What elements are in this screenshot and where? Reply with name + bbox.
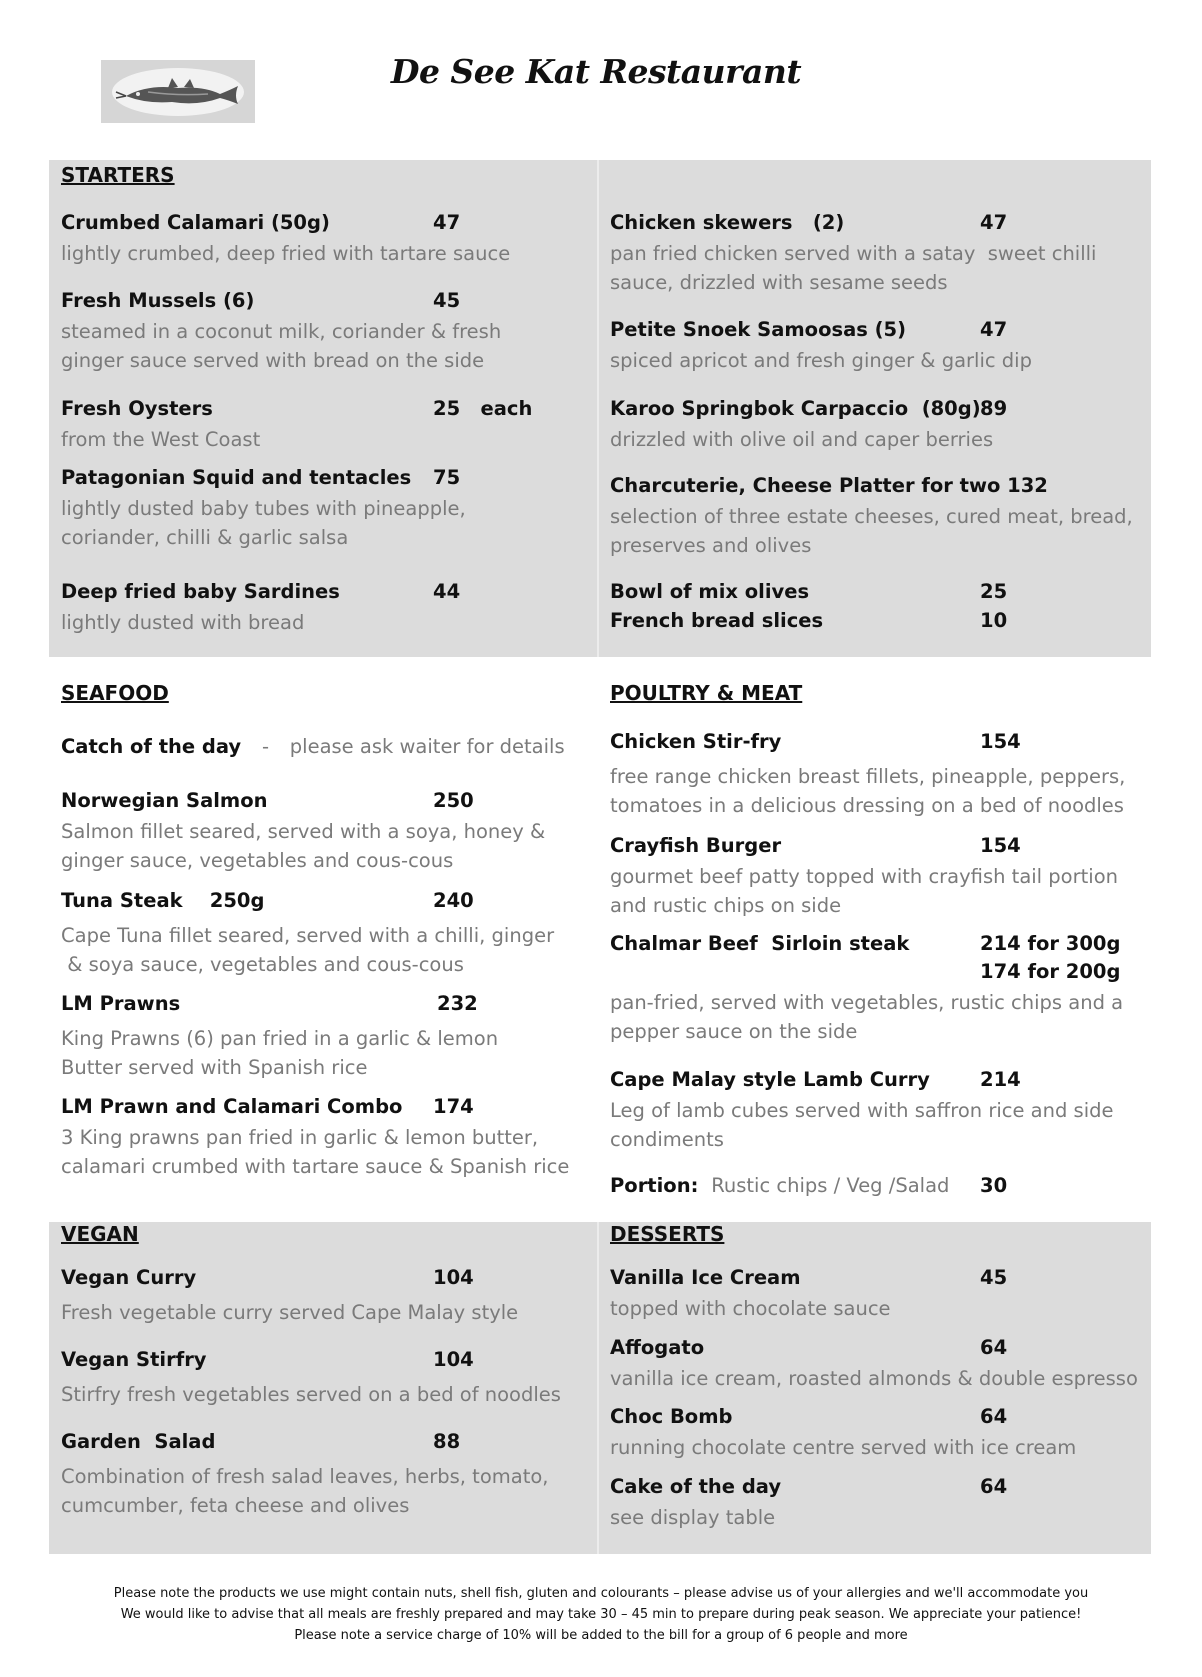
catch-note: please ask waiter for details (289, 735, 565, 758)
menu-item (610, 318, 1150, 375)
item-name: Charcuterie, Cheese Platter for two 132 (610, 474, 1048, 497)
item-name: Crumbed Calamari (50g) (61, 211, 330, 234)
item-name: Cake of the day (610, 1475, 782, 1498)
item-price: 25 each (433, 397, 533, 420)
item-name: French bread slices (610, 609, 824, 632)
item-name: LM Prawns (61, 992, 181, 1015)
menu-item (61, 211, 601, 268)
item-desc: condiments (610, 1128, 724, 1151)
item-price: 214 for 300g (980, 932, 1121, 955)
catch-name: Catch of the day (61, 735, 242, 758)
item-name: Vanilla Ice Cream (610, 1266, 801, 1289)
item-desc: Leg of lamb cubes served with saffron rice and side (610, 1099, 1114, 1122)
item-desc: running chocolate centre served with ice cream (610, 1436, 1077, 1459)
item-desc: selection of three estate cheeses, cured meat, bread, (610, 505, 1133, 528)
menu-item (610, 730, 1150, 820)
item-name: Chicken Stir-fry (610, 730, 782, 753)
item-desc: and rustic chips on side (610, 894, 842, 917)
menu-item (61, 992, 601, 1082)
item-name: Norwegian Salmon (61, 789, 268, 812)
item-desc: free range chicken breast fillets, pineapple, peppers, (610, 765, 1126, 788)
item-desc: see display table (610, 1506, 776, 1529)
item-price: 174 (433, 1095, 474, 1118)
footer-line-allergies: Please note the products we use might contain nuts, shell fish, gluten and colourants – please advise us of your allergies and we'll accommodate you (113, 1586, 1089, 1601)
portion-label: Portion: (610, 1174, 699, 1197)
catch-separator: - (261, 735, 269, 758)
menu-item (610, 397, 1150, 454)
item-price: 47 (980, 211, 1008, 234)
item-price: 104 (433, 1266, 474, 1289)
menu-item (610, 1266, 1150, 1323)
menu-item (61, 397, 601, 454)
item-desc: 3 King prawns pan fried in garlic & lemon butter, (61, 1126, 539, 1149)
item-price: 45 (433, 289, 461, 312)
item-name: Vegan Stirfry (61, 1348, 207, 1371)
item-desc: spiced apricot and fresh ginger & garlic dip (610, 349, 1032, 372)
item-name: LM Prawn and Calamari Combo (61, 1095, 403, 1118)
item-desc: Butter served with Spanish rice (61, 1056, 368, 1079)
portion-item (610, 1174, 1150, 1202)
menu-item (610, 932, 1150, 1046)
restaurant-name: De See Kat Restaurant (390, 52, 802, 91)
item-desc: Cape Tuna fillet seared, served with a chilli, ginger (61, 924, 555, 947)
item-price-alt: 174 for 200g (980, 960, 1121, 983)
item-price: 47 (433, 211, 461, 234)
menu-item-catch (61, 735, 601, 763)
item-name: Karoo Springbok Carpaccio (80g) (610, 397, 981, 420)
item-name: Chicken skewers (2) (610, 211, 845, 234)
item-name: Tuna Steak 250g (61, 889, 265, 912)
menu-item (61, 580, 601, 637)
item-price: 88 (433, 1430, 461, 1453)
item-price: 154 (980, 730, 1021, 753)
desserts-heading: DESSERTS (610, 1222, 725, 1246)
starters-heading: STARTERS (61, 163, 175, 187)
item-name: Vegan Curry (61, 1266, 197, 1289)
item-name: Crayfish Burger (610, 834, 782, 857)
item-price: 214 (980, 1068, 1021, 1091)
item-name: Chalmar Beef Sirloin steak (610, 932, 910, 955)
item-name: Bowl of mix olives (610, 580, 810, 603)
footer-line-service-charge: Please note a service charge of 10% will be added to the bill for a group of 6 people and more (294, 1628, 908, 1643)
item-name: Patagonian Squid and tentacles (61, 466, 412, 489)
item-desc: drizzled with olive oil and caper berries (610, 428, 994, 451)
item-desc: vanilla ice cream, roasted almonds & double espresso (610, 1367, 1138, 1390)
item-price: 104 (433, 1348, 474, 1371)
item-price: 30 (980, 1174, 1008, 1197)
item-price: 75 (433, 466, 461, 489)
vegan-heading: VEGAN (61, 1222, 139, 1246)
menu-item (61, 466, 601, 552)
item-desc: preserves and olives (610, 534, 812, 557)
menu-item (610, 1475, 1150, 1532)
item-price: 232 (437, 992, 478, 1015)
menu-item (610, 211, 1150, 297)
menu-item (610, 1336, 1150, 1393)
menu-item (61, 1348, 601, 1409)
item-name: Cape Malay style Lamb Curry (610, 1068, 930, 1091)
item-price: 154 (980, 834, 1021, 857)
menu-item (610, 1405, 1150, 1462)
item-name (61, 735, 565, 758)
menu-item (610, 834, 1150, 920)
item-name: Fresh Oysters (61, 397, 213, 420)
item-name: Deep fried baby Sardines (61, 580, 340, 603)
menu-item (61, 289, 601, 375)
item-desc: lightly dusted baby tubes with pineapple, (61, 497, 466, 520)
item-desc: Salmon fillet seared, served with a soya, honey & (61, 820, 546, 843)
item-price: 44 (433, 580, 461, 603)
item-price: 64 (980, 1336, 1008, 1359)
item-desc: ginger sauce served with bread on the side (61, 349, 485, 372)
item-price: 64 (980, 1475, 1008, 1498)
item-desc: pan fried chicken served with a satay sweet chilli (610, 242, 1097, 265)
item-desc: sauce, drizzled with sesame seeds (610, 271, 948, 294)
item-name: Choc Bomb (610, 1405, 733, 1428)
item-desc: King Prawns (6) pan fried in a garlic & lemon (61, 1027, 499, 1050)
item-desc: topped with chocolate sauce (610, 1297, 891, 1320)
menu-item (61, 1266, 601, 1327)
item-desc: lightly dusted with bread (61, 611, 305, 634)
item-desc: Stirfry fresh vegetables served on a bed of noodles (61, 1383, 561, 1406)
item-price: 45 (980, 1266, 1008, 1289)
item-desc: tomatoes in a delicious dressing on a bed of noodles (610, 794, 1124, 817)
portion-text: Rustic chips / Veg /Salad (711, 1174, 950, 1197)
item-desc: Fresh vegetable curry served Cape Malay style (61, 1301, 519, 1324)
item-desc: & soya sauce, vegetables and cous-cous (61, 953, 464, 976)
item-desc: lightly crumbed, deep fried with tartare sauce (61, 242, 511, 265)
item-price: 250 (433, 789, 474, 812)
poultry-meat-heading: POULTRY & MEAT (610, 681, 803, 705)
item-name: Petite Snoek Samoosas (5) (610, 318, 907, 341)
menu-item (61, 1095, 601, 1181)
item-name: Garden Salad (61, 1430, 216, 1453)
menu-item (610, 474, 1150, 560)
item-desc: gourmet beef patty topped with crayfish tail portion (610, 865, 1118, 888)
item-desc: cumcumber, feta cheese and olives (61, 1494, 410, 1517)
item-price: 10 (980, 609, 1008, 632)
menu-item (61, 1430, 601, 1520)
item-desc: pepper sauce on the side (610, 1020, 858, 1043)
menu-item (610, 1068, 1150, 1154)
item-desc: Combination of fresh salad leaves, herbs, tomato, (61, 1465, 549, 1488)
item-price: 25 (980, 580, 1008, 603)
menu-item (61, 789, 601, 875)
item-price: 240 (433, 889, 474, 912)
item-price: 89 (980, 397, 1008, 420)
item-desc: steamed in a coconut milk, coriander & fresh (61, 320, 502, 343)
item-desc: pan-fried, served with vegetables, rustic chips and a (610, 991, 1124, 1014)
seafood-heading: SEAFOOD (61, 681, 169, 705)
item-name: Fresh Mussels (6) (61, 289, 255, 312)
restaurant-title (0, 52, 1202, 102)
item-desc: ginger sauce, vegetables and cous-cous (61, 849, 454, 872)
item-desc: from the West Coast (61, 428, 261, 451)
menu-item (610, 580, 1150, 608)
item-price: 64 (980, 1405, 1008, 1428)
item-name (610, 1174, 949, 1197)
item-desc: coriander, chilli & garlic salsa (61, 526, 349, 549)
menu-item (610, 609, 1150, 637)
menu-item (61, 889, 601, 979)
item-desc: calamari crumbed with tartare sauce & Spanish rice (61, 1155, 570, 1178)
item-name: Affogato (610, 1336, 705, 1359)
item-price: 47 (980, 318, 1008, 341)
footer-notes (0, 1583, 1202, 1646)
footer-line-preparation: We would like to advise that all meals are freshly prepared and may take 30 – 45 min to prepare during peak season. We appreciate your patience! (120, 1607, 1082, 1622)
